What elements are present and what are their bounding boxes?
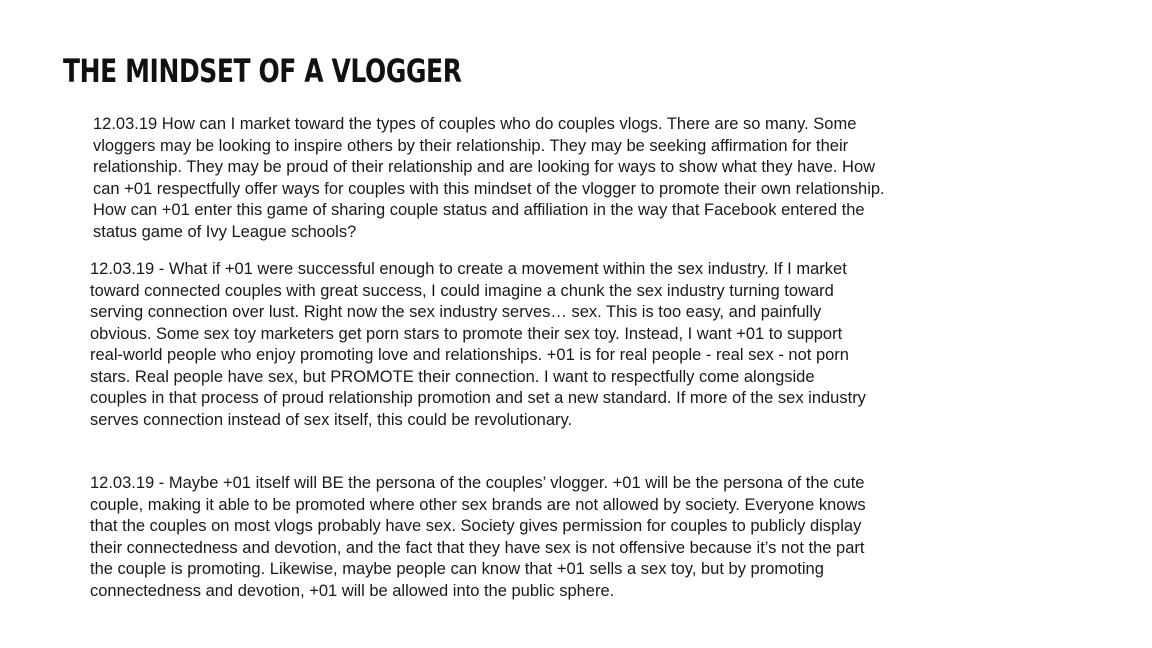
slide-title: THE MINDSET OF A VLOGGER (63, 52, 462, 90)
journal-entry-paragraph: 12.03.19 How can I market toward the types of couples who do couples vlogs. There are so many. Some vloggers may be looking to inspire others by their relationship. They may be seeking affirmation for their relationship. They may be proud of their relationship and are looking for ways to show what they have. How can +01 respectfully offer ways for couples with this mindset of the vlogger to promote their own relationship. How can +01 enter this game of sharing couple status and affiliation in the way that Facebook entered the status game of Ivy League schools? (93, 115, 885, 241)
journal-entry-paragraph: 12.03.19 - Maybe +01 itself will BE the persona of the couples’ vlogger. +01 will be the persona of the cute couple, making it able to be promoted where other sex brands are not allowed by society. Everyone knows that the couples on most vlogs probably have sex. Society gives permission for couples to publicly display their connectedness and devotion, and the fact that they have sex is not offensive because it’s not the part the couple is promoting. Likewise, maybe people can know that +01 sells a sex toy, but by promoting connectedness and devotion, +01 will be allowed into the public sphere. (90, 474, 866, 600)
journal-entry-paragraph: 12.03.19 - What if +01 were successful enough to create a movement within the sex industry. If I market toward connected couples with great success, I could imagine a chunk the sex industry turning toward serving connection over lust. Right now the sex industry serves… sex. This is too easy, and painfully obvious. Some sex toy marketers get porn stars to promote their sex toy. Instead, I want +01 to support real-world people who enjoy promoting love and relationships. +01 is for real people - real sex - not porn stars. Real people have sex, but PROMOTE their connection. I want to respectfully come alongside couples in that process of proud relationship promotion and set a new standard. If more of the sex industry serves connection instead of sex itself, this could be revolutionary. (90, 260, 866, 429)
